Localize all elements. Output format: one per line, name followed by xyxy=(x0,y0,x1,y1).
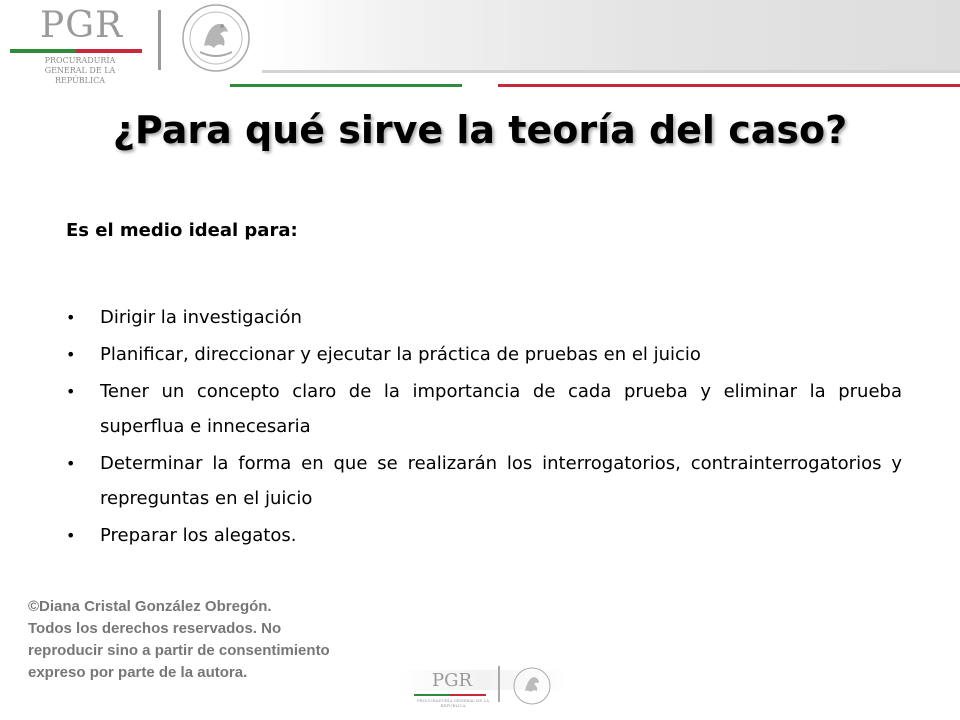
title-green-stripe xyxy=(230,84,462,87)
footer-logo xyxy=(398,660,568,716)
footer-logo-divider xyxy=(498,666,500,702)
copyright-line: reproducir sino a partir de consentimiento xyxy=(28,642,330,659)
bullet-text: Preparar los alegatos. xyxy=(100,525,297,546)
bullet-marker: • xyxy=(66,308,76,327)
footer-logo-subtitle: PROCURADURÍA GENERAL DE LA REPÚBLICA xyxy=(417,698,489,708)
footer-seal-icon xyxy=(510,666,554,706)
pgr-logo-subtitle: PROCURADURÍA GENERAL DE LA REPÚBLICA xyxy=(44,56,116,85)
pgr-logo-text: PGR xyxy=(40,5,124,46)
logo-red-stripe xyxy=(76,49,142,53)
intro-text: Es el medio ideal para: xyxy=(66,220,298,241)
header-band-line xyxy=(262,70,960,73)
slide-title: ¿Para qué sirve la teoría del caso? xyxy=(112,108,848,152)
bullet-item xyxy=(60,446,902,516)
bullet-item xyxy=(60,374,902,444)
logo-green-stripe xyxy=(10,49,76,53)
bullet-text: Dirigir la investigación xyxy=(100,307,302,328)
header xyxy=(0,0,960,85)
bullet-item xyxy=(60,518,902,553)
bullet-marker: • xyxy=(66,526,76,545)
header-band xyxy=(262,0,960,72)
copyright-line: expreso por parte de la autora. xyxy=(28,664,248,681)
bullet-text: Tener un concepto claro de la importancia de cada prueba y eliminar la prueba superflua e innecesaria xyxy=(100,381,902,437)
bullet-item xyxy=(60,337,902,372)
bullet-text: Determinar la forma en que se realizarán los interrogatorios, contrainterrogatorios y repreguntas en el juicio xyxy=(100,453,902,509)
mexican-seal-icon xyxy=(174,2,258,74)
footer-green-stripe xyxy=(414,694,450,696)
bullet-marker: • xyxy=(66,382,76,401)
footer-red-stripe xyxy=(450,694,486,696)
bullet-list xyxy=(60,300,902,555)
copyright-line: ©Diana Cristal González Obregón. xyxy=(28,598,272,615)
bullet-marker: • xyxy=(66,345,76,364)
copyright-notice xyxy=(28,596,428,684)
bullet-text: Planificar, direccionar y ejecutar la práctica de pruebas en el juicio xyxy=(100,344,701,365)
logo-divider xyxy=(158,10,161,70)
bullet-item xyxy=(60,300,902,335)
footer-pgr-text: PGR xyxy=(432,670,473,691)
bullet-marker: • xyxy=(66,454,76,473)
copyright-line: Todos los derechos reservados. No xyxy=(28,620,282,637)
title-red-stripe xyxy=(498,84,960,87)
